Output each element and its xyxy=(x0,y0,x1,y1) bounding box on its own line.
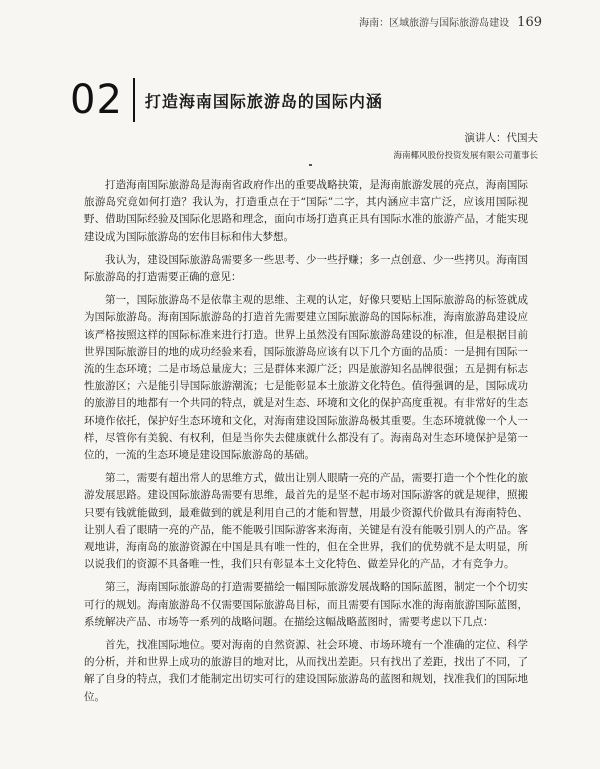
running-head xyxy=(359,14,542,30)
chapter-number: 02 xyxy=(70,77,123,123)
chapter-divider xyxy=(133,78,135,122)
paragraph: 打造海南国际旅游岛是海南省政府作出的重要战略抉策，是海南旅游发展的亮点，海南国际旅游岛究竟如何打造？我认为，打造重点在于“国际”二字，其内涵应丰富广泛，应该用国际视野、借助国际经验及国际化思路和理念，面向市场打造真正具有国际水准的旅游产品，才能实现建设成为国际旅游岛的宏伟目标和伟大梦想。 xyxy=(84,179,528,243)
affiliation: 海南椰风股份投资发展有限公司董事长 xyxy=(393,151,538,161)
running-head-title: 海南：区域旅游与国际旅游岛建设 xyxy=(359,18,510,29)
paragraph: 第一，国际旅游岛不是依靠主观的思维、主观的认定，好像只要贴上国际旅游岛的标签就成为国际旅游岛。海南国际旅游岛的打造首先需要建立国际旅游岛的国际标准，海南旅游岛建设应该严格按照这样的国际标准来进行打造。世界上虽然没有国际旅游岛建设的标准，但是根据目前世界国际旅游目的地的成功经验来看，国际旅游岛应该有以下几个方面的品质：一是拥有国际一流的生态环境；二是市场总量庞大；三是群体来源广泛；四是旅游知名品牌很强；五是拥有标志性旅游区；六是能引导国际旅游潮流；七是能彰显本土旅游文化特色。值得强调的是，国际成功的旅游目的地都有一个共同的特点，就是对生态、环境和文化的保护高度重视。有非常好的生态环境作依托，保护好生态环境和文化，对海南建设国际旅游岛极其重要。生态环境就像一个人一样，尽管你有美貌、有权利，但是当你失去健康就什么都没有了。海南岛对生态环境保护是第一位的，一流的生态环境是建设国际旅游岛的基础。 xyxy=(84,294,528,462)
chapter-title: 打造海南国际旅游岛的国际内涵 xyxy=(144,91,383,111)
section-mark xyxy=(309,164,312,166)
chapter-heading xyxy=(70,78,383,122)
speaker: 演讲人：代国夫 xyxy=(464,132,538,144)
page-number: 169 xyxy=(517,15,542,30)
byline xyxy=(393,129,538,165)
paragraph: 首先，找准国际地位。要对海南的自然资源、社会环境、市场环境有一个准确的定位、科学的分析，并和世界上成功的旅游目的地对比，从而找出差距。只有找出了差距，找出了不同，了解了自身的特点，我们才能制定出切实可行的建设国际旅游岛的蓝图和规划，找准我们的国际地位。 xyxy=(84,639,528,703)
paragraph: 第二，需要有超出常人的思维方式，做出让别人眼睛一亮的产品，需要打造一个个性化的旅游发展思路。建设国际旅游岛需要有思维，最首先的是坚不起市场对国际游客的就是规律，照搬只要有钱就能做到，最难做到的就是利用自己的才能和智慧，用最少资源代价做具有海南特色、让别人看了眼睛一亮的产品，能不能吸引国际游客来海南，关键是有没有能吸引别人的产品。客观地讲，海南岛的旅游资源在中国是具有唯一性的，但在全世界，我们的优势就不是太明显，所以说我们的资源不具备唯一性，我们只有彰显本土文化特色、做差异化的产品，才有竞争力。 xyxy=(84,472,528,571)
paragraph: 第三，海南国际旅游岛的打造需要描绘一幅国际旅游发展战略的国际蓝图，制定一个个切实可行的规划。海南旅游岛不仅需要国际旅游岛目标，而且需要有国际水准的海南旅游国际蓝图，系统解决产品、市场等一系列的战略问题。在描绘这幅战略蓝图时，需要考虑以下几点： xyxy=(84,581,528,628)
body-text xyxy=(84,177,528,712)
paragraph: 我认为，建设国际旅游岛需要多一些思考、少一些抒赚；多一点创意、少一些拷贝。海南国际旅游岛的打造需要正确的意见： xyxy=(84,253,528,284)
